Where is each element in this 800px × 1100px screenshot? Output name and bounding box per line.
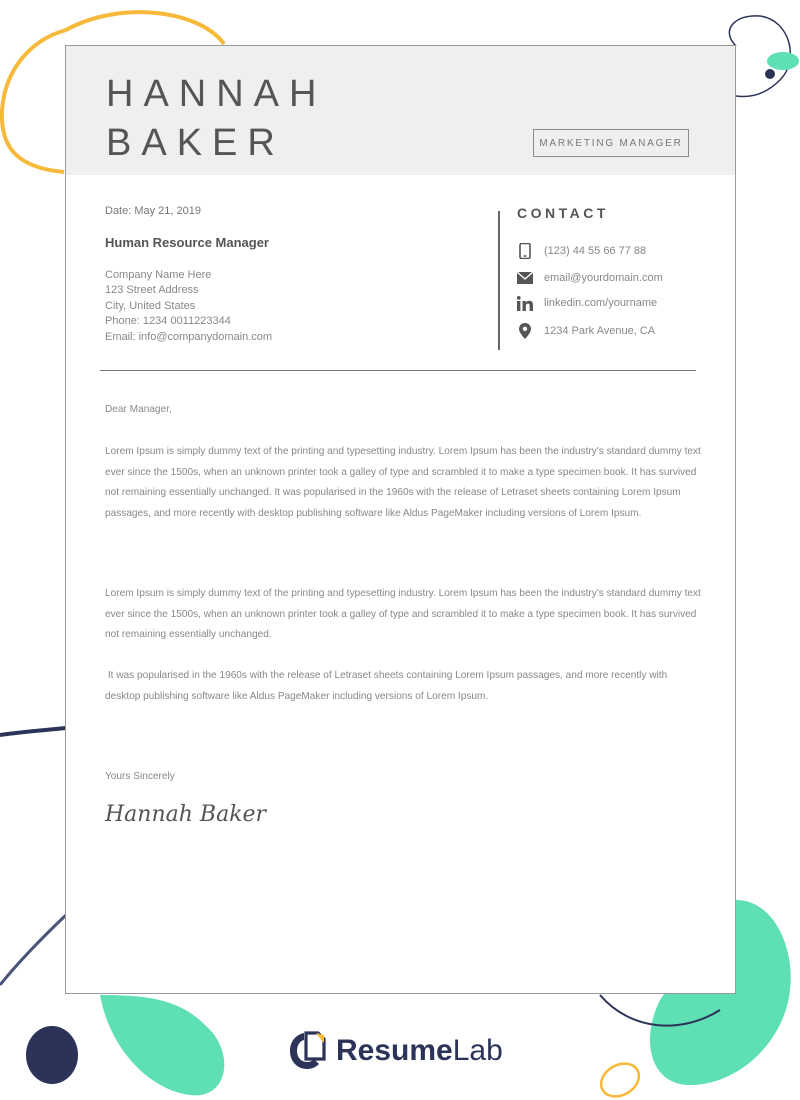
envelope-icon — [517, 270, 533, 286]
contact-location: 1234 Park Avenue, CA — [544, 325, 656, 337]
contact-linkedin: linkedin.com/yourname — [544, 297, 658, 309]
letter-date: Date: May 21, 2019 — [105, 205, 202, 217]
letter-paragraph-1: Lorem Ipsum is simply dummy text of the printing and typesetting industry. Lorem Ipsum has been the industry's standard dummy text ever since the 1500s, when an unknown printer took a galley of type and scrambled it to make a type specimen book. It has survived not remaining essentially unchanged. It was popularised in the 1960s with the release of Letraset sheets containing Lorem Ipsum passages, and more recently with desktop publishing software like Aldus PageMaker including versions of Lorem Ipsum. — [105, 446, 701, 519]
contact-section — [517, 205, 727, 337]
contact-item-linkedin — [517, 294, 727, 312]
mint-blob-bottom-left — [100, 995, 224, 1095]
job-title-badge: MARKETING MANAGER — [533, 129, 689, 157]
recipient-block — [105, 205, 485, 343]
address-line: Email: info@companydomain.com — [105, 330, 273, 343]
salutation: Dear Manager, — [105, 404, 172, 415]
yellow-loop-shape — [2, 30, 66, 172]
address-line: Phone: 1234 0011223344 — [105, 315, 231, 328]
resumelab-wordmark — [336, 1034, 503, 1068]
address-line: City, United States — [105, 299, 196, 312]
brand-name-bold: Resume — [336, 1034, 453, 1067]
letter-paragraph-3: It was popularised in the 1960s with the release of Letraset sheets containing Lorem Ipsum passages, and more recently with desktop publishing software like Aldus PageMaker including versions of Lorem Ipsum. — [105, 670, 671, 702]
closing: Yours Sincerely — [105, 771, 175, 782]
contact-heading: CONTACT — [517, 205, 609, 221]
navy-stroke-lower-left — [0, 915, 66, 985]
resumelab-logo-icon — [288, 1031, 326, 1071]
letter-paragraph-2: Lorem Ipsum is simply dummy text of the printing and typesetting industry. Lorem Ipsum has been the industry's standard dummy text ever since the 1500s, when an unknown printer took a galley of type and scrambled it to make a type specimen book. It has survived not remaining essentially unchanged. — [105, 588, 701, 640]
contact-phone: (123) 44 55 66 77 88 — [544, 245, 647, 257]
last-name: BAKER — [106, 122, 285, 164]
address-line: Company Name Here — [105, 269, 212, 281]
contact-email: email@yourdomain.com — [544, 272, 663, 284]
navy-dot — [765, 69, 775, 79]
vertical-divider — [498, 211, 500, 350]
mint-blob-top — [767, 52, 799, 70]
linkedin-icon — [517, 295, 533, 311]
navy-blob-bottom-left — [26, 1026, 78, 1084]
yellow-ring-bottom — [595, 1057, 645, 1100]
horizontal-divider — [100, 370, 696, 371]
location-pin-icon — [517, 323, 533, 339]
brand-name-light: Lab — [452, 1034, 503, 1067]
contact-item-email — [517, 269, 727, 287]
letter-header — [66, 46, 735, 175]
address-line: 123 Street Address — [105, 284, 199, 297]
contact-item-phone — [517, 242, 727, 260]
recipient-address — [105, 268, 272, 345]
signature: Hannah Baker — [105, 802, 267, 827]
phone-icon — [517, 243, 533, 259]
yellow-loop-shape-top — [66, 12, 224, 44]
cover-letter-page — [65, 45, 736, 994]
navy-stroke-left — [0, 728, 66, 735]
resumelab-logo — [288, 1030, 503, 1072]
recipient-title: Human Resource Manager — [105, 235, 269, 250]
contact-item-address — [517, 322, 727, 340]
first-name: HANNAH — [106, 73, 327, 115]
